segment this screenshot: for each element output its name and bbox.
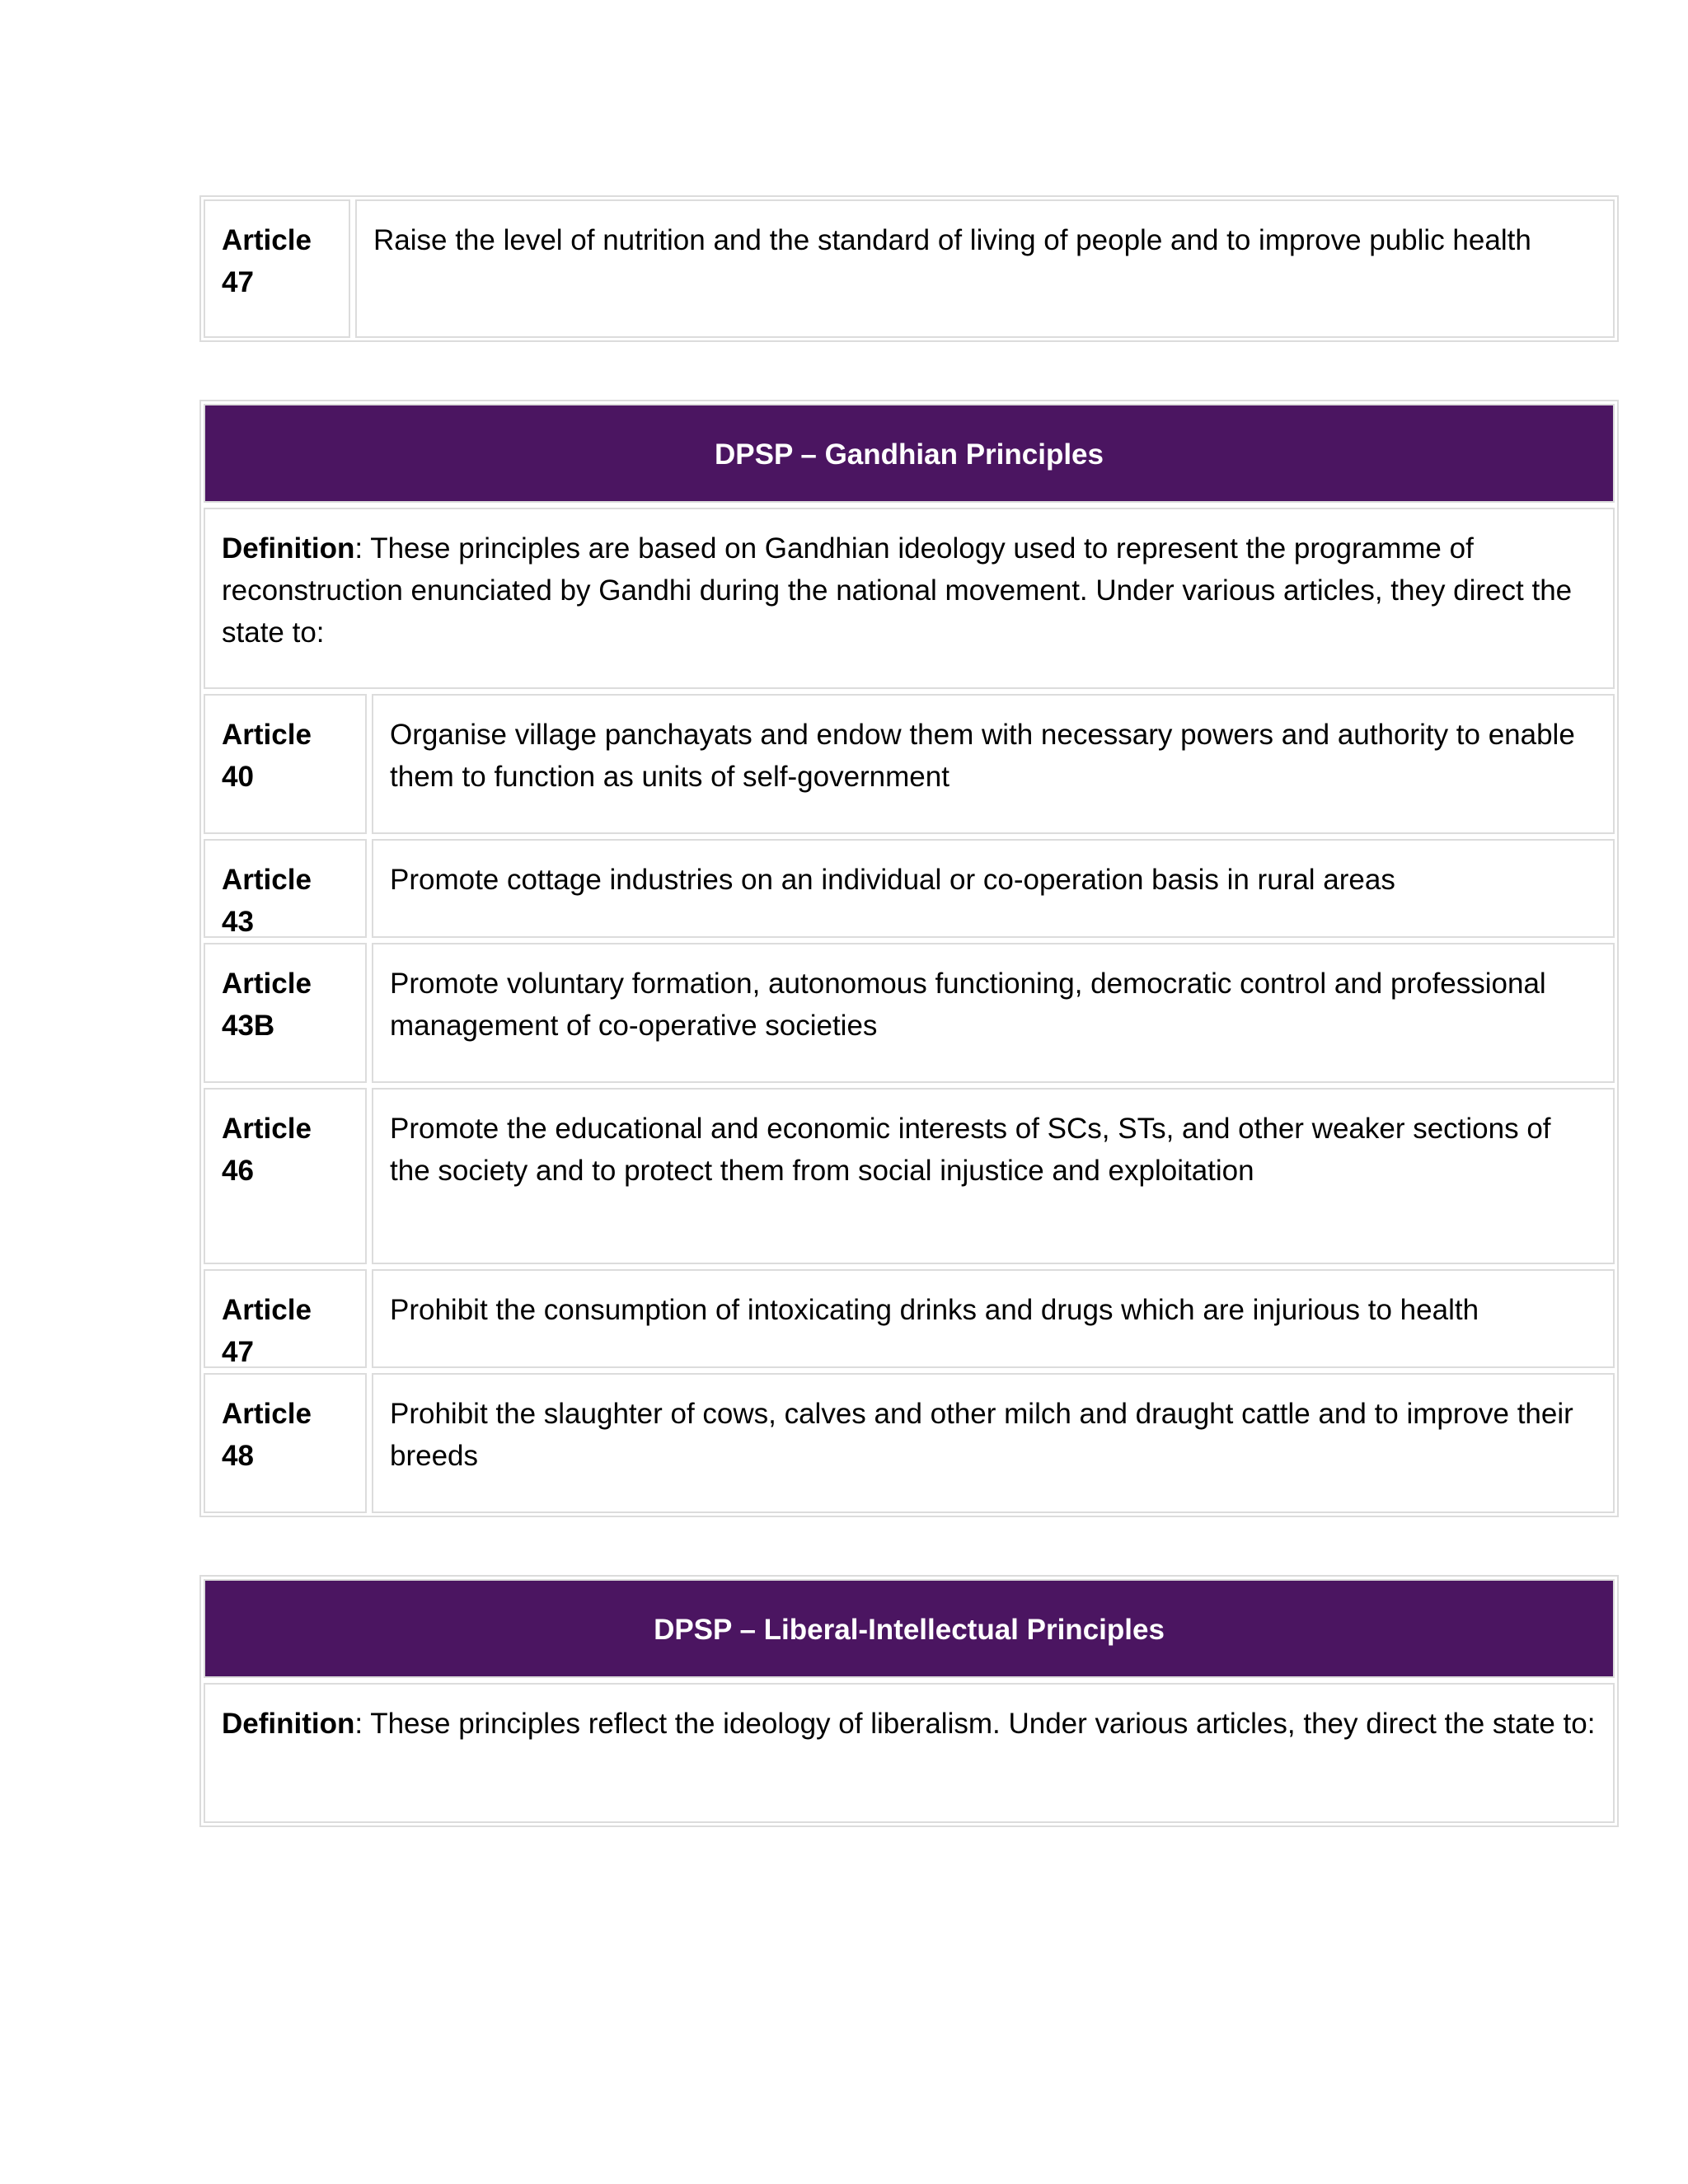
article-text: Promote cottage industries on an individual or co-operation basis in rural areas <box>372 839 1615 938</box>
table-row <box>204 199 1615 338</box>
gandhian-principles-table <box>199 400 1619 1517</box>
section-title: DPSP – Gandhian Principles <box>204 404 1615 503</box>
definition <box>204 1683 1615 1823</box>
section-title: DPSP – Liberal-Intellectual Principles <box>204 1579 1615 1678</box>
article-label: Article 40 <box>204 694 367 834</box>
definition-label: Definition <box>222 1708 355 1740</box>
article-label: Article 46 <box>204 1088 367 1264</box>
article-label: Article 48 <box>204 1373 367 1513</box>
definition-label: Definition <box>222 532 355 565</box>
article-text: Prohibit the slaughter of cows, calves and other milch and draught cattle and to improve their breeds <box>372 1373 1615 1513</box>
definition-text: : These principles are based on Gandhian ideology used to represent the programme of reconstruction enunciated by Gandhi during the national movement. Under various articles, they direct the state to: <box>222 532 1573 649</box>
table-row <box>204 1373 1615 1513</box>
article-text: Promote voluntary formation, autonomous functioning, democratic control and professional management of co-operative societies <box>372 943 1615 1083</box>
article-label: Article 43B <box>204 943 367 1083</box>
liberal-principles-table <box>199 1575 1619 1827</box>
article-text: Raise the level of nutrition and the standard of living of people and to improve public health <box>355 199 1615 338</box>
nutrition-table <box>199 195 1619 342</box>
definition-text: : These principles reflect the ideology of liberalism. Under various articles, they direct the state to: <box>354 1708 1596 1740</box>
definition <box>204 508 1615 689</box>
article-label: Article 47 <box>204 1269 367 1368</box>
article-label: Article 43 <box>204 839 367 938</box>
table-row <box>204 1269 1615 1368</box>
article-text: Organise village panchayats and endow them with necessary powers and authority to enable them to function as units of self-government <box>372 694 1615 834</box>
article-label: Article 47 <box>204 199 350 338</box>
table-row <box>204 1088 1615 1264</box>
table-row <box>204 839 1615 938</box>
article-text: Promote the educational and economic interests of SCs, STs, and other weaker sections of the society and to protect them from social injustice and exploitation <box>372 1088 1615 1264</box>
table-row <box>204 694 1615 834</box>
article-text: Prohibit the consumption of intoxicating drinks and drugs which are injurious to health <box>372 1269 1615 1368</box>
table-row <box>204 943 1615 1083</box>
